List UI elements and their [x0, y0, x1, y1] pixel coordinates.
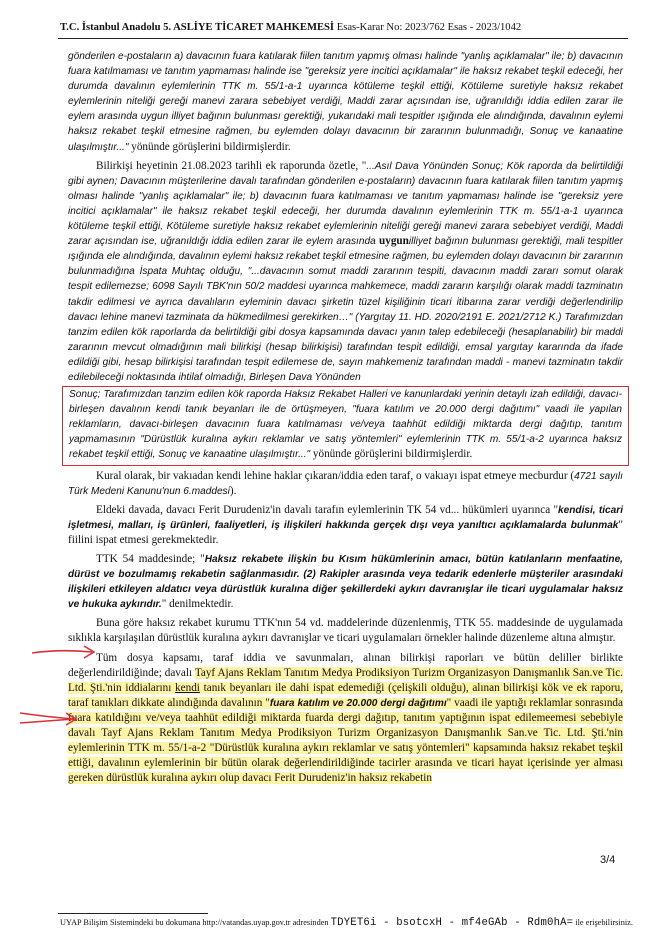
paragraph-5 [68, 552, 623, 612]
court-name: T.C. İstanbul Anadolu 5. ASLİYE TİCARET MAHKEMESİ [60, 22, 335, 33]
header-rule [58, 38, 628, 39]
document-header [60, 22, 620, 33]
quote-text: gönderilen e-postaların a) davacının fuara katılarak fiilen tanıtım yapmış olması halinde "yanlış açıklamalar" ile; b) davacının fuara katılmaması ve tanıtım yapmaması halinde ise "gereksiz yere incitici açıklamalar" ile haksız rekabet teşkil edeceği, her durumda davalının eylemlerinin TTK m. 55/1-a-1 uyarınca kötüleme teşkil ettiği, Kötüleme suretiyle haksız rekabet eylemlerinin niteliği gereği manevi zarara sebebiyet verdiği, Maddi zarar açısından ise, uğranıldığı iddia edilen zarar ile eylem arasında uygun illiyet bağının bulunması gerektiği, yukarıdaki mali tespitler ışığında ele alındığında, davalının eylemi haksız rekabet teşkil etmesine rağmen, bu eylemden dolayı davacının bir zararının bulunmadığı, Sonuç ve kanaatine ulaşılmıştır..." [68, 51, 623, 153]
paragraph-1 [68, 49, 623, 155]
quote-text: Haksız rekabete ilişkin bu Kısım hükümlerinin amacı, bütün katılanların menfaatine, dürüst ve bozulmamış rekabetin sağlanmasıdır. (2) Rakipler arasında veya tedarik edenlerle müşteriler arasındaki ilişkileri etkileyen aldatıcı veya dürüstlük kuralına diğer şekillerdeki aykırı davranışlar ile ticari uygulamalar haksız ve hukuka aykırıdır. [68, 554, 623, 611]
paragraph-7 [68, 651, 623, 787]
paragraph-text: Buna göre haksız rekabet kurumu TTK'nın 54 vd. maddelerinde düzenlenmiş, TTK 55. maddesinde de uygulamada sıklıkla karşılaşılan dürüstlük kuralına aykırı davranışlar ve ticari uygulamaları örnekler halinde düzenleme altına almıştır. [68, 617, 623, 645]
paragraph-text: yönünde görüşlerini bildirmişlerdir. [310, 448, 473, 461]
paragraph-text: yönünde görüşlerini bildirmişlerdir. [128, 140, 291, 153]
quote-text: fuara katılım ve 20.000 dergi dağıtımı [269, 697, 447, 709]
quote-text: Sonuç; Tarafımızdan tanzim edilen kök raporda Haksız Rekabet Halleri ve kanunlardaki yerinin detaylı izah edildiği, davacı-birleşen davalının kendi tanık beyanları ile de örtüşmeyen, "fuara katılım ve 20.000 dergi dağıtımı" vaadi ile yapılan reklamların, davacı-birleşen davacının fuara katılmaması ve/veya taahhüt edildiği miktarda dergi dağıtıp, tanıtım yapmamasının "Dürüstlük kuralına aykırı reklamlar ve satış yöntemleri" eylemlerinin TTK m. 55/1-a-2 uyarınca haksız rekabet teşkil ettiği, Sonuç ve kanaatine ulaşılmıştır..." [69, 389, 622, 461]
document-footer [60, 917, 640, 929]
quote-text: illiyet bağının bulunması gerektiği, mali tespitler ışığında ele alındığında, davalının eylemi haksız rekabet teşkil etmesine rağmen, bu eylemden dolayı davacının bir zararının bulunmadığına İspata Muhtaç olduğu, "...davacının somut maddi zararının tespiti, davacının maddi zararı somut olarak tespit edilemezse; 6098 Sayılı TBK'nın 50/2 maddesi uyarınca mahkemece, maddi zararın karşılığı olarak maddi tazminatın takdir edilmesi ve ayrıca davalıların eyleminin davacı şirketin tüzel kişiliğinin ticari itibarına zarar verdiği değerlendirilip davacı lehine manevi tazminata da hükmedilmesi gerekirken…" (Yargıtay 11. HD. 2020/2191 E. 2021/2712 K.) Tarafımızdan tanzim edilen kök raporlarda da belirtildiği gibi dosya kapsamında davacı yanın talep edebileceği (hesaplanabilir) bir maddi zararının mevcut olmadığının mali bilirkişi (hesap bilirkişisi) tarafından tespit edildiği, emsal yargıtay kararında da ifade edildiği gibi, hesap bilirkişisi tarafından tespit edilemese de, sayın mahkemeniz tarafından maddi - manevi tazminatın takdir edilebileceği noktasında ihtilaf olmadığı, Birleşen Dava Yönünden [68, 236, 623, 383]
footer-rule [58, 913, 208, 914]
paragraph-2 [68, 159, 623, 385]
paragraph-text: Tüm dosya kapsamı, taraf iddia ve savunmaları, alınan bilirkişi raporları ve bütün deliller birlikte değerlendirildiğinde; davalı [68, 651, 623, 679]
paragraph-text: ). [229, 484, 237, 497]
paragraph-text: " denilmektedir. [161, 598, 234, 611]
footer-text: UYAP Bilişim Sistemindeki bu dokumana http://vatandas.uyap.gov.tr adresinden [60, 918, 331, 927]
paragraph-text: TTK 54 maddesinde; " [96, 553, 205, 565]
paragraph-text: Eldeki davada, davacı Ferit Durudeniz'in davalı tarafın eylemlerinin TK 54 vd... hükümleri uyarınca " [96, 503, 559, 516]
paragraph-text: " fiilini ispat etmesi gerekmektedir. [68, 518, 623, 546]
highlighted-conclusion-box [62, 386, 629, 465]
paragraph-text: Bilirkişi heyetinin 21.08.2023 tarihli ek raporunda özetle, " [96, 159, 367, 172]
paragraph-text: Kural olarak, bir vakıadan kendi lehine haklar çıkaran/iddia eden taraf, o vakıayı ispat etmeye mecburdur ( [96, 469, 575, 482]
quote-text: kendisi, ticari işletmesi, malları, iş ürünleri, faaliyetleri, iş ilişkileri hakkında gerçek dışı veya yanıltıcı açıklamalarda bulunmak [68, 504, 624, 531]
paragraph-3 [68, 469, 623, 499]
case-number: Esas-Karar No: 2023/762 Esas - 2023/1042 [336, 22, 522, 33]
red-arrow-icon [30, 643, 100, 661]
underlined-word: kendi [175, 681, 200, 694]
bold-word: uygun [379, 235, 409, 248]
highlighted-text: tanık beyanları ile dahi ispat edemediği (çelişkili olduğu), alınan bilirkişi kök ve ek raporu, taraf tanıkları dikkate alındığında davalının " [68, 681, 623, 709]
highlighted-text: Tayf Ajans Reklam Tanıtım Medya Prodiksiyon Turizm Organizasyon Danışmanlık San.ve Tic. Ltd. Şti.'nin iddialarını [68, 666, 623, 694]
document-body [68, 49, 623, 787]
law-reference: 4721 sayılı Türk Medeni Kanunu'nun 6.maddesi [68, 470, 623, 497]
quote-text: ...Asıl Dava Yönünden Sonuç; Kök raporda da belirtildiği gibi aynen; Davacının müşterilerine davalı tarafından gönderilen e-postaların) davacının fuara katılarak fiilen tanıtım yapmış olması halinde "yanlış açıklamalar" ile; b) davacının fuara katılmaması ve tanıtım yapmaması halinde ise "gereksiz yere incitici açıklamalar" ile haksız rekabet teşkil edeceği, her durumda davalının eylemlerinin TTK m. 55/1-a-1 uyarınca kötüleme teşkil ettiği, Kötüleme suretiyle haksız rekabet eylemlerinin niteliği gereği manevi zarara sebebiyet verdiği, Maddi zarar açısından ise, uğranıldığı iddia edilen zarar ile eylem arasında [68, 160, 623, 248]
paragraph-4 [68, 503, 623, 548]
page-number: 3/4 [600, 854, 616, 866]
red-arrow-icon [18, 707, 82, 729]
verification-code: TDYET6i - bsotcxH - mf4eGAb - Rdm0hA= [330, 917, 574, 929]
footer-text: ile erişebilirsiniz. [573, 918, 633, 927]
highlighted-text: " vaadi ile yaptığı reklamlar sonrasında fuara katıldığını ve/veya taahhüt edildiği miktarda fuarda dergi dağıtıp, tanıtım yaptığının ispat edilemeemesi sebebiyle davalı Tayf Ajans Reklam Tanıtım Medya Prodiksiyon Turizm Organizasyon Danışmanlık San.ve Tic. Ltd. Şti.'nin eylemlerinin TTK m. 55/1-a-2 "Dürüstlük kuralına aykırı reklamlar ve satış yöntemleri" kapsamında haksız rekabet teşkil ettiği, davalının eylemlerinin bir bütün olarak değerlendirildiğinde tacirler arasında ve ticari hayat içerisinde yer alması gereken dürüstlük kuralına aykırı olup davacı Ferit Durudeniz'in haksız rekabetin [68, 696, 623, 785]
paragraph-6 [68, 616, 623, 646]
